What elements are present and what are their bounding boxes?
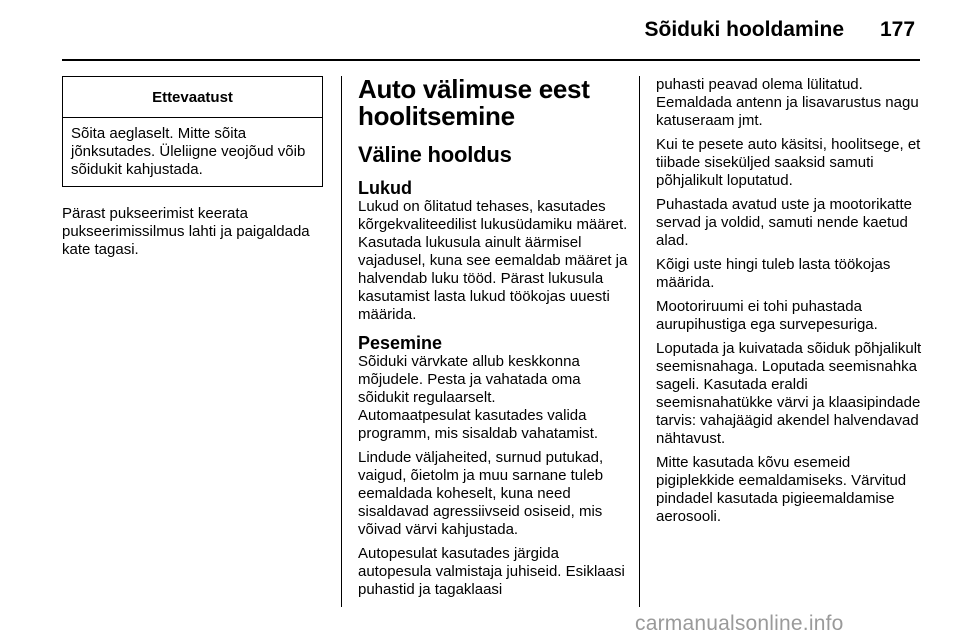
- column-1: [62, 76, 324, 259]
- towing-paragraph: Pärast pukseerimist keerata pukseerimissilmus lahti ja paigaldada kate tagasi.: [62, 205, 310, 258]
- column-divider-2: [639, 76, 640, 607]
- page-header-title: Sõiduki hooldamine: [644, 18, 844, 41]
- watermark-text: carmanualsonline.info: [635, 612, 844, 635]
- column-2: [358, 76, 628, 599]
- washing-text-4: Autopesulat kasutades järgida autopesula valmistaja juhiseid. Esiklaasi puhastid ja tagaklaasi: [358, 545, 625, 598]
- subsection-heading: Väline hooldus: [358, 142, 512, 167]
- care-paragraph-5: Mootoriruumi ei tohi puhastada aurupihustiga ega survepesuriga.: [656, 298, 878, 333]
- locks-text: Lukud on õlitatud tehases, kasutades kõrgekvaliteedilist lukusüdamiku määret. Kasutada lukusula ainult äärmisel vajadusel, kuna see eemaldab määret ja halvendab luku tööd. Pärast lukusula kasutamist lasta lukud töökojas uuesti määrida.: [358, 198, 628, 323]
- care-paragraph-3: Puhastada avatud uste ja mootorikatte servad ja voldid, samuti nende kaetud alad.: [656, 196, 912, 249]
- care-paragraph-6: Loputada ja kuivatada sõiduk põhjalikult seemisnahaga. Loputada seemisnahka sageli. Kasutada eraldi seemisnahatükke värvi ja klaasipindade tarvis: vahajäägid akendel halvendavad nähtavust.: [656, 340, 922, 447]
- care-paragraph-2: Kui te pesete auto käsitsi, hoolitsege, et tiibade siseküljed saaksid samuti põhjalikult loputatud.: [656, 136, 921, 189]
- washing-text-3: Lindude väljaheited, surnud putukad, vaigud, õietolm ja muu sarnane tuleb eemaldada koheselt, kuna need sisaldavad agressiivseid osiseid, mis võivad värvi kahjustada.: [358, 449, 604, 538]
- section-heading: Auto välimuse eest hoolitsemine: [358, 74, 590, 131]
- care-paragraph-1: puhasti peavad olema lülitatud. Eemaldada antenn ja lisavarustus nagu katuseraam jmt.: [656, 76, 919, 129]
- locks-heading: Lukud: [358, 178, 412, 198]
- care-paragraph-4: Kõigi uste hingi tuleb lasta töökojas määrida.: [656, 256, 891, 291]
- care-paragraph-7: Mitte kasutada kõvu esemeid pigiplekkide eemaldamiseks. Värvitud pindadel kasutada pigieemaldamise aerosooli.: [656, 454, 907, 525]
- header-divider: [62, 59, 920, 61]
- column-divider-1: [341, 76, 342, 607]
- page-number: 177: [880, 18, 916, 41]
- warning-text: Sõita aeglaselt. Mitte sõita jõnksutades. Üleliigne veojõud võib sõidukit kahjustada.: [71, 125, 306, 178]
- warning-box: [62, 76, 323, 187]
- washing-text-2: Automaatpesulat kasutades valida programm, mis sisaldab vahatamist.: [358, 407, 599, 442]
- column-3: [656, 76, 926, 526]
- washing-heading: Pesemine: [358, 333, 443, 353]
- washing-text-1: Sõiduki värvkate allub keskkonna mõjudele. Pesta ja vahatada oma sõidukit regulaarselt.: [358, 353, 581, 406]
- warning-title: Ettevaatust: [63, 77, 322, 118]
